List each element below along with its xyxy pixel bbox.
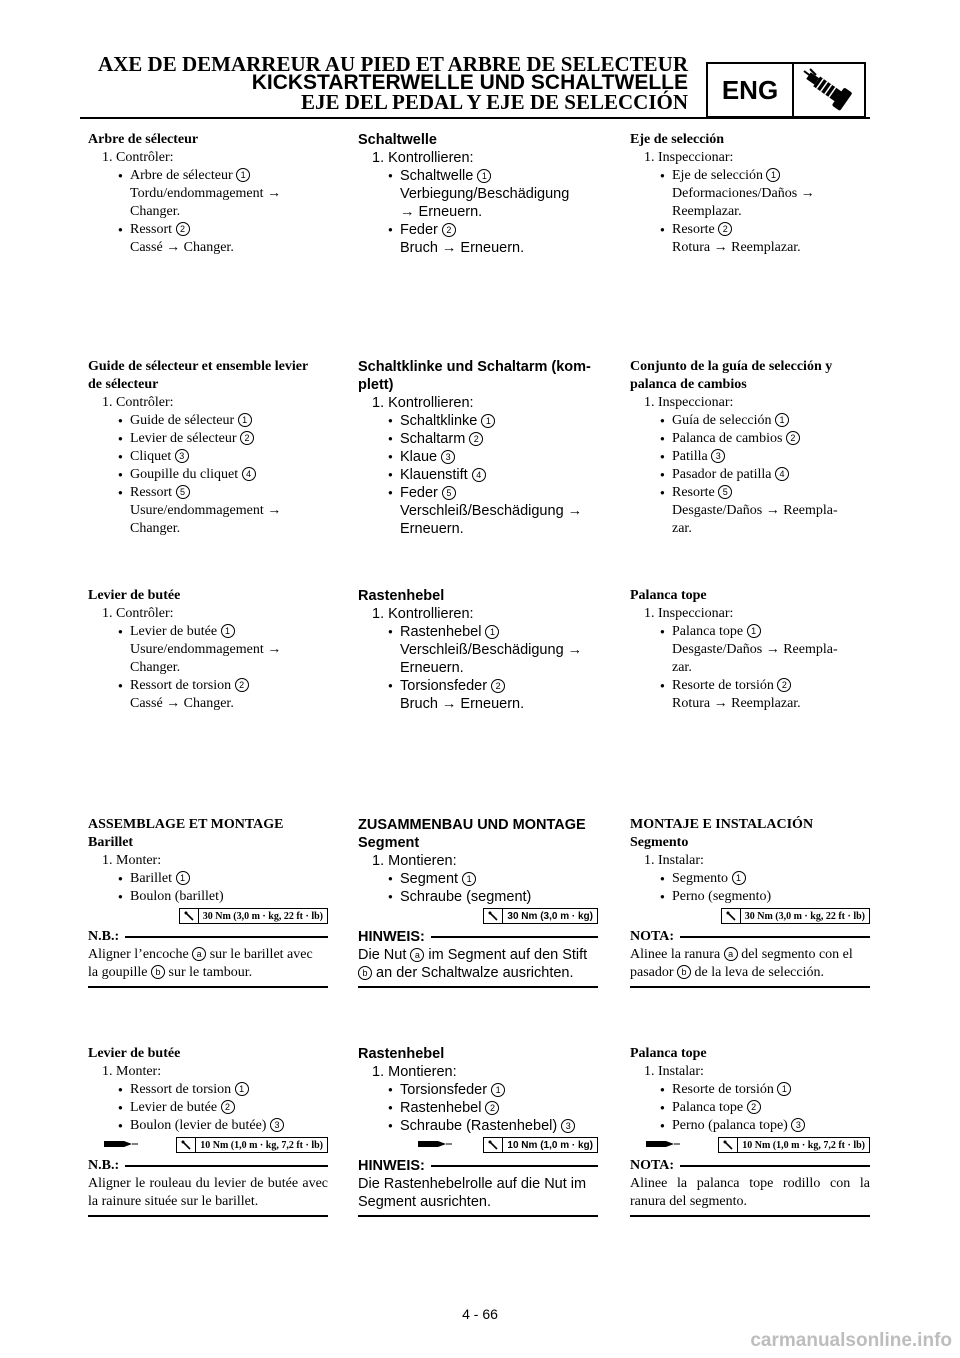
locking-agent-icon xyxy=(418,1137,456,1151)
section-title: palanca de cambios xyxy=(630,377,747,392)
torque-value: 10 Nm (1,0 m · kg, 7,2 ft · lb) xyxy=(742,1139,865,1151)
note-box xyxy=(630,928,870,988)
detail: zar. xyxy=(672,521,692,536)
section-title: Eje de selección xyxy=(630,132,725,147)
step: 1. Inspeccionar: xyxy=(644,395,734,410)
de-section-stopper-install xyxy=(358,1045,598,1217)
section-title: MONTAJE E INSTALACIÓN xyxy=(630,817,814,832)
detail: Rotura → Reemplazar. xyxy=(672,240,801,255)
list-item: ● Levier de butée 2 xyxy=(88,1099,328,1117)
es-section-stopper-install xyxy=(630,1045,870,1217)
step: 1. Inspeccionar: xyxy=(644,150,734,165)
list-item: ● Torsionsfeder 2 xyxy=(358,677,598,695)
step: 1. Instalar: xyxy=(644,853,704,868)
list-item: ● Patilla 3 xyxy=(630,448,870,466)
note-text: b an der Schaltwalze ausrichten. xyxy=(358,964,598,982)
fr-section-assembly xyxy=(88,816,328,988)
note-box xyxy=(88,1157,328,1217)
step: 1. Montieren: xyxy=(372,1064,457,1080)
list-item: ● Palanca tope 2 xyxy=(630,1099,870,1117)
fr-section-shift-shaft xyxy=(88,131,328,257)
list-item: ● Boulon (levier de butée) 3 xyxy=(88,1117,328,1135)
list-item: ● Palanca de cambios 2 xyxy=(630,430,870,448)
list-item: ● Schaltklinke 1 xyxy=(358,412,598,430)
header-title-es: EJE DEL PEDAL Y EJE DE SELECCIÓN xyxy=(300,90,688,114)
list-item: ● Cliquet 3 xyxy=(88,448,328,466)
step: 1. Montieren: xyxy=(372,853,457,869)
engine-bolt-icon xyxy=(794,64,864,116)
de-section-shift-guide xyxy=(358,358,598,538)
list-item: ● Torsionsfeder 1 xyxy=(358,1081,598,1099)
note-heading: HINWEIS: xyxy=(358,1158,425,1174)
note-text: Aligner l’encoche a sur le barillet avec xyxy=(88,947,313,962)
list-item: ● Resorte de torsión 2 xyxy=(630,677,870,695)
step: 1. Instalar: xyxy=(644,1064,704,1079)
torque-value: 10 Nm (1,0 m · kg) xyxy=(507,1139,593,1151)
torque-wrench-icon xyxy=(484,909,503,923)
torque-value: 10 Nm (1,0 m · kg, 7,2 ft · lb) xyxy=(200,1139,323,1151)
detail: Desgaste/Daños → Reempla- xyxy=(672,642,838,657)
torque-value: 30 Nm (3,0 m · kg, 22 ft · lb) xyxy=(744,910,865,922)
list-item: ● Ressort 2 xyxy=(88,221,328,239)
section-title: Arbre de sélecteur xyxy=(88,132,199,147)
list-item: ● Boulon (barillet) xyxy=(88,888,328,906)
list-item: ● Resorte 5 xyxy=(630,484,870,502)
step: 1. Kontrollieren: xyxy=(372,150,474,166)
note-text: pasador b de la leva de selección. xyxy=(630,965,824,980)
torque-wrench-icon xyxy=(180,909,199,923)
fr-section-stopper-install xyxy=(88,1045,328,1217)
section-title: Palanca tope xyxy=(630,1046,707,1061)
step: 1. Contrôler: xyxy=(102,395,174,410)
list-item: ● Ressort 5 xyxy=(88,484,328,502)
detail: Rotura → Reemplazar. xyxy=(672,696,801,711)
section-subtitle: Segmento xyxy=(630,835,689,850)
header-title-fr: AXE DE DEMARREUR AU PIED ET ARBRE DE SELECTEUR xyxy=(97,52,688,76)
detail: Bruch → Erneuern. xyxy=(400,240,525,256)
eng-badge-label: ENG xyxy=(708,64,794,116)
section-title: plett) xyxy=(358,377,394,393)
torque-wrench-icon xyxy=(722,909,741,923)
detail: Bruch → Erneuern. xyxy=(400,696,525,712)
de-section-shift-shaft xyxy=(358,131,598,257)
step: 1. Contrôler: xyxy=(102,606,174,621)
note-text: Die Rastenhebelrolle auf die Nut im Segment ausrichten. xyxy=(358,1176,587,1210)
eng-badge xyxy=(706,62,866,118)
step: 1. Monter: xyxy=(102,853,162,868)
torque-spec xyxy=(88,1137,328,1153)
detail: Tordu/endommagement → xyxy=(130,186,282,201)
detail: Erneuern. xyxy=(400,660,464,676)
list-item: ● Levier de sélecteur 2 xyxy=(88,430,328,448)
list-item: ● Levier de butée 1 xyxy=(88,623,328,641)
section-title: Guide de sélecteur et ensemble levier xyxy=(88,359,309,374)
section-title: Conjunto de la guía de selección y xyxy=(630,359,833,374)
list-item: ● Guía de selección 1 xyxy=(630,412,870,430)
detail: Reemplazar. xyxy=(672,204,742,219)
section-title: ZUSAMMENBAU UND MONTAGE xyxy=(358,817,586,833)
de-section-assembly xyxy=(358,816,598,988)
detail: Changer. xyxy=(130,521,181,536)
es-section-shift-shaft xyxy=(630,131,870,257)
section-title: Palanca tope xyxy=(630,588,707,603)
list-item: ● Barillet 1 xyxy=(88,870,328,888)
detail: Cassé → Changer. xyxy=(130,696,234,711)
section-subtitle: Barillet xyxy=(88,835,134,850)
list-item: ● Eje de selección 1 xyxy=(630,167,870,185)
list-item: ● Schaltwelle 1 xyxy=(358,167,598,185)
torque-spec xyxy=(88,908,328,924)
detail: Verbiegung/Beschädigung xyxy=(400,186,570,202)
step: 1. Inspeccionar: xyxy=(644,606,734,621)
section-title: de sélecteur xyxy=(88,377,159,392)
note-box xyxy=(358,928,598,988)
list-item: ● Palanca tope 1 xyxy=(630,623,870,641)
note-box xyxy=(358,1157,598,1217)
detail: Erneuern. xyxy=(400,521,464,537)
list-item: ● Segment 1 xyxy=(358,870,598,888)
torque-spec xyxy=(358,908,598,924)
section-title: Schaltklinke und Schaltarm (kom- xyxy=(358,359,591,375)
torque-value: 30 Nm (3,0 m · kg, 22 ft · lb) xyxy=(202,910,323,922)
section-title: ASSEMBLAGE ET MONTAGE xyxy=(88,817,284,832)
list-item: ● Resorte de torsión 1 xyxy=(630,1081,870,1099)
note-text: Aligner le rouleau du levier de butée avec la rainure située sur le barillet. xyxy=(88,1176,328,1209)
step: 1. Contrôler: xyxy=(102,150,174,165)
watermark: carmanualsonline.info xyxy=(750,1330,952,1351)
list-item: ● Feder 5 xyxy=(358,484,598,502)
note-text: Alinee la ranura a del segmento con el xyxy=(630,947,853,962)
list-item: ● Arbre de sélecteur 1 xyxy=(88,167,328,185)
note-heading: NOTA: xyxy=(630,1158,675,1173)
detail: Verschleiß/Beschädigung → xyxy=(400,642,583,658)
list-item: ● Segmento 1 xyxy=(630,870,870,888)
page-number: 4 - 66 xyxy=(462,1306,498,1322)
torque-wrench-icon xyxy=(484,1138,503,1152)
es-section-assembly xyxy=(630,816,870,988)
note-text: la goupille b sur le tambour. xyxy=(88,965,253,980)
es-section-stopper-lever xyxy=(630,587,870,713)
note-text: Alinee la palanca tope rodillo con la ranura del segmento. xyxy=(630,1176,870,1209)
header-title-de: KICKSTARTERWELLE UND SCHALTWELLE xyxy=(251,71,688,94)
list-item: ● Ressort de torsion 1 xyxy=(88,1081,328,1099)
fr-section-shift-guide xyxy=(88,358,328,538)
detail: zar. xyxy=(672,660,692,675)
header-rule xyxy=(80,117,870,119)
step: 1. Monter: xyxy=(102,1064,162,1079)
list-item: ● Klauenstift 4 xyxy=(358,466,598,484)
note-heading: N.B.: xyxy=(88,1158,120,1173)
section-title: Rastenhebel xyxy=(358,588,445,604)
torque-spec xyxy=(630,908,870,924)
torque-spec xyxy=(630,1137,870,1153)
step: 1. Kontrollieren: xyxy=(372,395,474,411)
list-item: ● Klaue 3 xyxy=(358,448,598,466)
locking-agent-icon xyxy=(646,1137,684,1151)
torque-value: 30 Nm (3,0 m · kg) xyxy=(507,910,593,922)
list-item: ● Schraube (segment) xyxy=(358,888,598,906)
torque-spec xyxy=(358,1137,598,1153)
detail: → Erneuern. xyxy=(400,204,483,220)
list-item: ● Perno (segmento) xyxy=(630,888,870,906)
detail: Desgaste/Daños → Reempla- xyxy=(672,503,838,518)
torque-wrench-icon xyxy=(719,1138,738,1152)
detail: Cassé → Changer. xyxy=(130,240,234,255)
es-section-shift-guide xyxy=(630,358,870,538)
section-title: Levier de butée xyxy=(88,1046,181,1061)
torque-wrench-icon xyxy=(177,1138,196,1152)
list-item: ● Schraube (Rastenhebel) 3 xyxy=(358,1117,598,1135)
note-text: Die Nut a im Segment auf den Stift xyxy=(358,947,588,963)
fr-section-stopper-lever xyxy=(88,587,328,713)
detail: Changer. xyxy=(130,204,181,219)
section-title: Schaltwelle xyxy=(358,132,437,148)
note-box xyxy=(630,1157,870,1217)
detail: Verschleiß/Beschädigung → xyxy=(400,503,583,519)
note-heading: NOTA: xyxy=(630,929,675,944)
list-item: ● Feder 2 xyxy=(358,221,598,239)
list-item: ● Goupille du cliquet 4 xyxy=(88,466,328,484)
step: 1. Kontrollieren: xyxy=(372,606,474,622)
note-heading: HINWEIS: xyxy=(358,929,425,945)
list-item: ● Ressort de torsion 2 xyxy=(88,677,328,695)
detail: Usure/endommagement → xyxy=(130,642,282,657)
note-box xyxy=(88,928,328,988)
list-item: ● Perno (palanca tope) 3 xyxy=(630,1117,870,1135)
list-item: ● Pasador de patilla 4 xyxy=(630,466,870,484)
detail: Deformaciones/Daños → xyxy=(672,186,815,201)
section-subtitle: Segment xyxy=(358,835,420,851)
page-header xyxy=(0,0,960,130)
de-section-stopper-lever xyxy=(358,587,598,713)
locking-agent-icon xyxy=(104,1137,142,1151)
note-heading: N.B.: xyxy=(88,929,120,944)
list-item: ● Rastenhebel 2 xyxy=(358,1099,598,1117)
list-item: ● Rastenhebel 1 xyxy=(358,623,598,641)
list-item: ● Resorte 2 xyxy=(630,221,870,239)
section-title: Rastenhebel xyxy=(358,1046,445,1062)
list-item: ● Guide de sélecteur 1 xyxy=(88,412,328,430)
list-item: ● Schaltarm 2 xyxy=(358,430,598,448)
detail: Usure/endommagement → xyxy=(130,503,282,518)
detail: Changer. xyxy=(130,660,181,675)
section-title: Levier de butée xyxy=(88,588,181,603)
